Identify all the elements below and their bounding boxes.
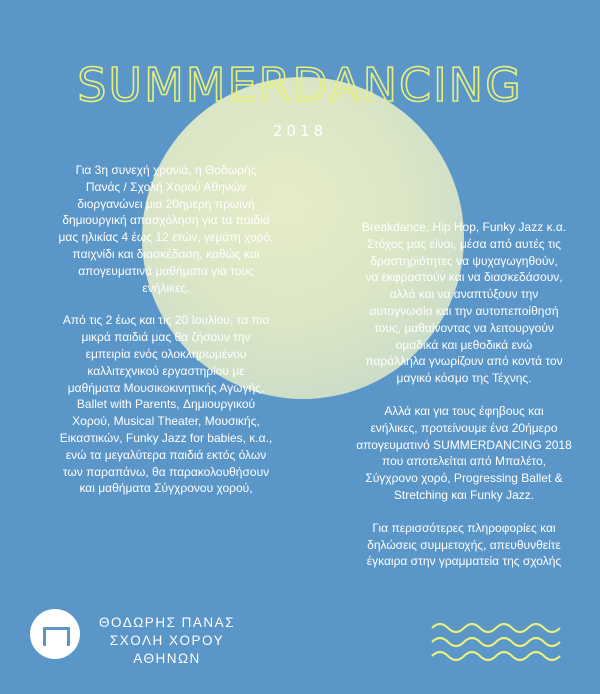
text-line: παιχνίδι και διασκέδαση, καθώς και [72, 246, 260, 261]
text-line: Εικαστικών, Funky Jazz for babies, κ.α., [59, 430, 273, 445]
school-logo-icon [30, 609, 80, 659]
text-line: δραστηριότητες να ψυχαγωγηθούν, [370, 253, 558, 268]
school-name [92, 614, 242, 668]
text-line: αλλά και να αναπτύξουν την [389, 287, 539, 302]
text-line: να εκφραστούν και να διασκεδάσουν, [365, 270, 563, 285]
text-line: μικρά παιδιά μας θα ζήσουν την [81, 330, 251, 345]
text-line: Για περισσότερες πληροφορίες και [372, 520, 556, 535]
right-column [336, 219, 592, 570]
text-line: Αλλά και για τους έφηβους και [384, 403, 544, 418]
text-line: έγκαιρα στην γραμματεία της σχολής [366, 554, 562, 569]
left-paragraph-1 [24, 162, 308, 296]
text-line: Ballet with Parents, Δημιουργικού [76, 397, 256, 412]
right-paragraph-3 [336, 520, 592, 570]
text-line: ενήλικες. [142, 280, 190, 295]
text-line: καλλιτεχνικού εργαστηρίου με [87, 363, 245, 378]
text-line: Χορού, Musical Theater, Μουσικής, [72, 414, 260, 429]
wave-lines-icon [430, 620, 570, 668]
text-line: και μαθήματα Σύγχρονου χορού, [79, 481, 253, 496]
text-line: μας ηλικίας 4 έως 12 ετών, γεμάτη χορό, [58, 230, 274, 245]
text-line: των παραπάνω, θα παρακολουθήσουν [62, 464, 270, 479]
left-paragraph-2 [24, 312, 308, 497]
text-line: απογευματινό SUMMERDANCING 2018 [356, 437, 572, 452]
logo-mark [43, 627, 70, 646]
left-column [24, 162, 308, 497]
text-line: ομαδικά και μεθοδικά ενώ [395, 337, 533, 352]
text-line: μαθήματα Μουσικοκινητικής Αγωγής, [67, 380, 265, 395]
text-line: Πανάς / Σχολή Χορού Αθηνών [85, 179, 247, 194]
text-line: Breakdance, Hip Hop, Funky Jazz κ.α. [361, 220, 567, 234]
text-line: ενώ τα μεγαλύτερα παιδιά εκτός όλων [65, 447, 267, 462]
text-line: τους, μαθαίνοντας να λειτουργούν [374, 320, 554, 335]
text-line: εμπειρία ενός ολοκληρωμένου [85, 346, 247, 361]
poster-title: SUMMERDANCING [77, 58, 523, 112]
text-line: Σύγχρονο χορό, Progressing Ballet & [365, 471, 563, 486]
text-line: που αποτελείται από Μπαλέτο, [381, 454, 547, 469]
text-line: δηλώσεις συμμετοχής, απευθυνθείτε [367, 537, 561, 552]
text-line: αυτογνωσία και την αυτοπεποίθησή [369, 303, 559, 318]
school-name-line: ΘΟΔΩΡΗΣ ΠΑΝΑΣ [98, 615, 236, 630]
school-name-line: ΣΧΟΛΗ ΧΟΡΟΥ [109, 633, 225, 648]
text-line: Stretching και Funky Jazz. [393, 487, 535, 502]
text-line: ενήλικες, προτείνουμε ένα 20ήμερο [370, 420, 558, 435]
poster-year: 2018 [272, 122, 328, 140]
text-line: παράλληλα γνωρίζουν από κοντά τον [365, 354, 563, 369]
text-line: μαγικό κόσμο της Τέχνης. [396, 371, 532, 386]
text-line: απογευματινά μαθήματα για τους [78, 263, 254, 278]
right-paragraph-1 [336, 219, 592, 387]
text-line: διοργανώνει μια 20ημερη πρωινή [77, 196, 255, 211]
text-line: Από τις 2 έως και τις 20 Ιουλίου, τα πιο [62, 313, 270, 328]
school-name-line: ΑΘΗΝΩΝ [133, 651, 201, 666]
text-line: δημιουργική απασχόληση για τα παιδιά [62, 213, 270, 228]
text-line: Στόχος μας είναι, μέσα από αυτές τις [366, 236, 562, 251]
right-paragraph-2 [336, 403, 592, 504]
text-line: Για 3η συνεχή χρονιά, η Θοδωρής [75, 163, 257, 177]
